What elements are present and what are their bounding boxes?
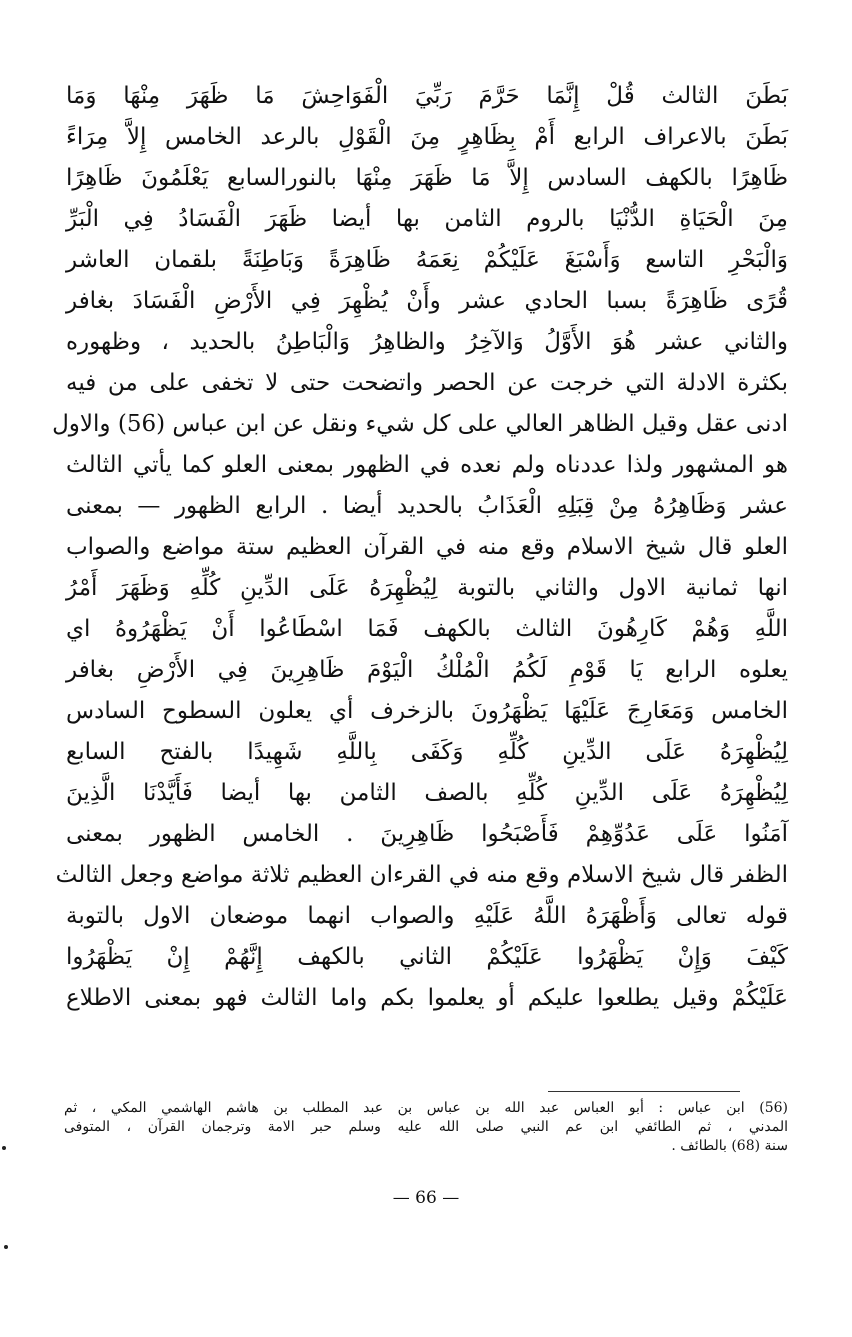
text-line: آمَنُوا عَلَى عَدُوِّهِمْ فَأَصْبَحُوا ظَاهِرِينَ . الخامس الظهور بمعنى: [66, 821, 788, 847]
text-line: هو المشهور ولذا عددناه ولم نعده في الظهور بمعنى العلو كما يأتي الثالث: [66, 452, 788, 478]
footnote-line: المدني ، ثم الطائفي ابن عم النبي صلى الله عليه وسلم حبر الامة وترجمان القرآن ، المتوفى: [64, 1119, 788, 1135]
text-line: بَطَنَ الثالث قُلْ إِنَّمَا حَرَّمَ رَبِّيَ الْفَوَاحِشَ مَا ظَهَرَ مِنْهَا وَمَا: [66, 83, 788, 109]
text-line: اللَّهِ وَهُمْ كَارِهُونَ الثالث بالكهف فَمَا اسْطَاعُوا أَنْ يَظْهَرُوهُ اي: [66, 616, 788, 642]
main-text-block: [52, 76, 788, 1019]
text-line: لِيُظْهِرَهُ عَلَى الدِّينِ كُلِّهِ وَكَفَى بِاللَّهِ شَهِيدًا بالفتح السابع: [66, 739, 788, 765]
scan-speck: [4, 1245, 8, 1249]
text-line: الظفر قال شيخ الاسلام وقع منه في القرءان العظيم ثلاثة مواضع وجعل الثالث: [55, 862, 788, 888]
text-line: قُرًى ظَاهِرَةً بسبا الحادي عشر وأَنْ يُظْهِرَ فِي الأَرْضِ الْفَسَادَ بغافر: [66, 288, 788, 314]
text-line: بكثرة الادلة التي خرجت عن الحصر واتضحت حتى لا تخفى على من فيه: [66, 370, 788, 396]
footnote-line: سنة (68) بالطائف .: [671, 1138, 788, 1154]
text-line: مِنَ الْحَيَاةِ الدُّنْيَا بالروم الثامن بها أيضا ظَهَرَ الْفَسَادُ فِي الْبَرِّ: [66, 206, 788, 232]
page-number: — 66 —: [392, 1188, 460, 1208]
text-line: عَلَيْكُمْ وقيل يطلعوا عليكم أو يعلموا بكم واما الثالث فهو بمعنى الاطلاع: [66, 985, 788, 1011]
scan-speck: [2, 1146, 6, 1150]
footnote: [64, 1099, 788, 1156]
footnote-separator: [548, 1091, 740, 1092]
text-line: وَالْبَحْرِ التاسع وَأَسْبَغَ عَلَيْكُمْ نِعَمَهُ ظَاهِرَةً وَبَاطِنَةً بلقمان العاشر: [66, 247, 788, 273]
footnote-line: (56) ابن عباس : أبو العباس عبد الله بن عباس بن عبد المطلب بن هاشم الهاشمي المكي ، ثم: [64, 1100, 788, 1116]
text-line: والثاني عشر هُوَ الأَوَّلُ وَالآخِرُ والظاهِرُ وَالْبَاطِنُ بالحديد ، وظهوره: [66, 329, 788, 355]
text-line: لِيُظْهِرَهُ عَلَى الدِّينِ كُلِّهِ بالصف الثامن بها أيضا فَأَيَّدْنَا الَّذِينَ: [66, 780, 788, 806]
text-line: بَطَنَ بالاعراف الرابع أَمْ بِظَاهِرٍ مِنَ الْقَوْلِ بالرعد الخامس إِلاَّ مِرَاءً: [66, 124, 788, 150]
text-line: العلو قال شيخ الاسلام وقع منه في القرآن العظيم ستة مواضع والصواب: [66, 534, 788, 560]
text-line: عشر وَظَاهِرُهُ مِنْ قِبَلِهِ الْعَذَابُ بالحديد أيضا . الرابع الظهور — بمعنى: [66, 493, 788, 519]
text-line: قوله تعالى وَأَظْهَرَهُ اللَّهُ عَلَيْهِ والصواب انهما موضعان الاول بالتوبة: [66, 903, 788, 929]
text-line: يعلوه الرابع يَا قَوْمِ لَكُمُ الْمُلْكُ الْيَوْمَ ظَاهِرِينَ فِي الأَرْضِ بغافر: [66, 657, 788, 683]
text-line: كَيْفَ وَإِنْ يَظْهَرُوا عَلَيْكُمْ الثاني بالكهف إِنَّهُمْ إِنْ يَظْهَرُوا: [66, 944, 788, 970]
text-line: ظَاهِرًا بالكهف السادس إِلاَّ مَا ظَهَرَ مِنْهَا بالنورالسابع يَعْلَمُونَ ظَاهِرًا: [66, 165, 788, 191]
text-line: ادنى عقل وقيل الظاهر العالي على كل شيء ونقل عن ابن عباس (56) والاول: [52, 411, 788, 437]
text-line: انها ثمانية الاول والثاني بالتوبة لِيُظْهِرَهُ عَلَى الدِّينِ كُلِّهِ وَظَهَرَ أَمْرُ: [66, 575, 788, 601]
text-line: الخامس وَمَعَارِجَ عَلَيْهَا يَظْهَرُونَ بالزخرف أي يعلون السطوح السادس: [66, 698, 788, 724]
